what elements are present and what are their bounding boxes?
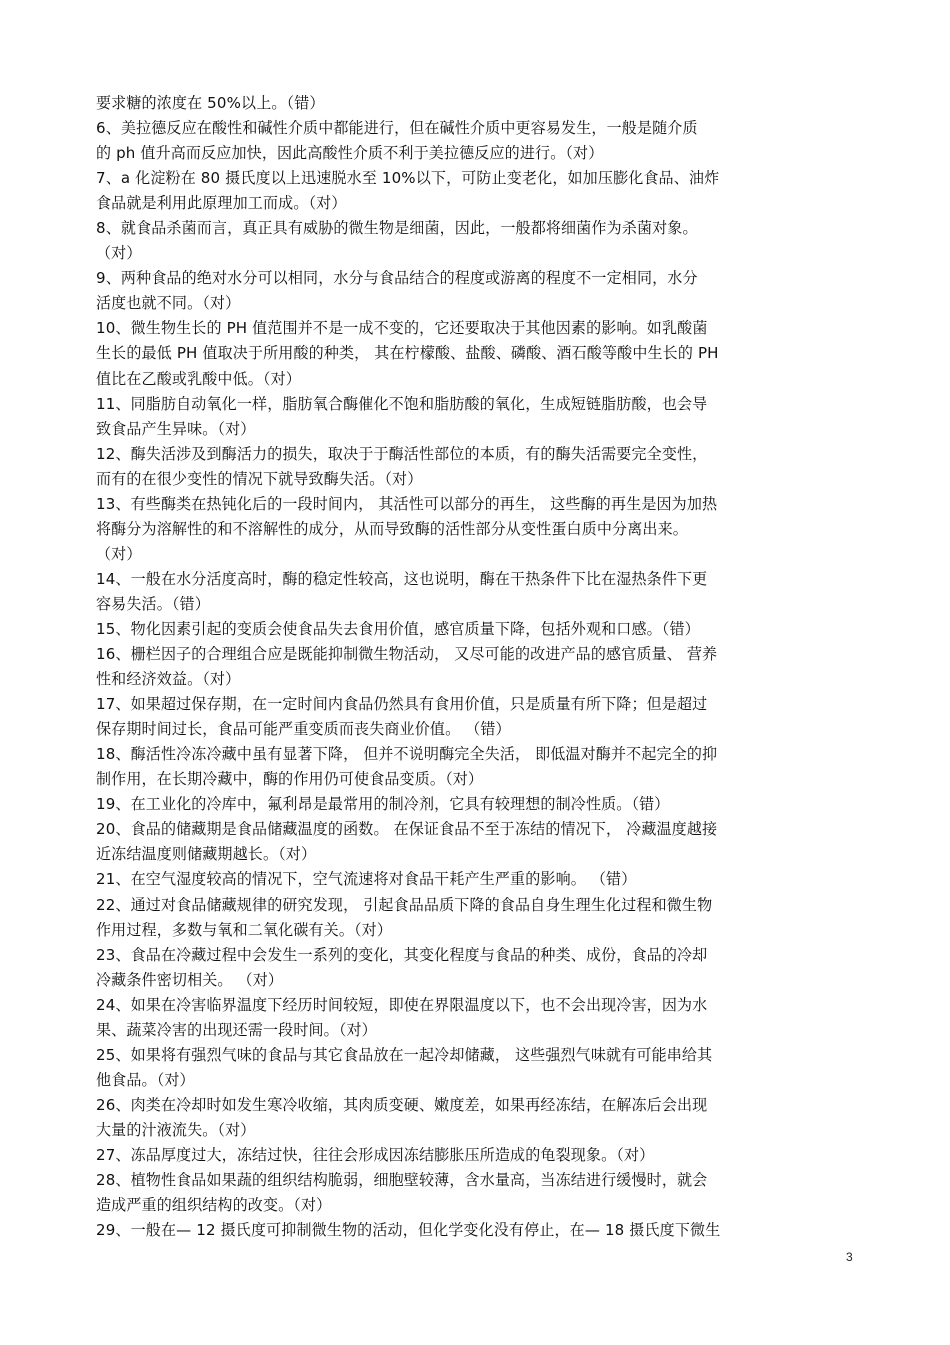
text-line: 生长的最低 PH 值取决于所用酸的种类， 其在柠檬酸、盐酸、磷酸、酒石酸等酸中生长的 PH xyxy=(96,344,719,363)
text-line: 17、如果超过保存期，在一定时间内食品仍然具有食用价值，只是质量有所下降；但是超过 xyxy=(96,695,708,714)
text-line: 29、一般在— 12 摄氏度可抑制微生物的活动，但化学变化没有停止，在— 18 摄氏度下微生 xyxy=(96,1221,721,1240)
text-line: 10、微生物生长的 PH 值范围并不是一成不变的，它还要取决于其他因素的影响。如乳酸菌 xyxy=(96,319,708,338)
text-line: （对） xyxy=(96,544,142,563)
text-line: 12、酶失活涉及到酶活力的损失，取决于于酶活性部位的本质，有的酶失活需要完全变性， xyxy=(96,444,708,463)
text-line: 18、酶活性冷冻冷藏中虽有显著下降， 但并不说明酶完全失活， 即低温对酶并不起完全的抑 xyxy=(96,745,718,764)
text-line: 近冻结温度则储藏期越长。（对） xyxy=(96,845,317,864)
text-line: 食品就是利用此原理加工而成。（对） xyxy=(96,194,347,213)
text-line: 11、同脂肪自动氧化一样，脂肪氧合酶催化不饱和脂肪酸的氧化，生成短链脂肪酸，也会导 xyxy=(96,394,708,413)
text-line: 13、有些酶类在热钝化后的一段时间内， 其活性可以部分的再生， 这些酶的再生是因为加热 xyxy=(96,494,718,513)
text-line: （对） xyxy=(96,244,142,263)
text-line: 27、冻品厚度过大，冻结过快，往往会形成因冻结膨胀压所造成的龟裂现象。（对） xyxy=(96,1145,655,1164)
text-line: 活度也就不同。（对） xyxy=(96,294,241,313)
text-line: 大量的汁液流失。（对） xyxy=(96,1120,256,1139)
text-line: 14、一般在水分活度高时，酶的稳定性较高，这也说明，酶在干热条件下比在湿热条件下更 xyxy=(96,569,708,588)
text-line: 24、如果在冷害临界温度下经历时间较短，即使在界限温度以下，也不会出现冷害，因为水 xyxy=(96,995,708,1014)
text-line: 而有的在很少变性的情况下就导致酶失活。（对） xyxy=(96,469,423,488)
text-line: 造成严重的组织结构的改变。（对） xyxy=(96,1196,332,1215)
text-line: 冷藏条件密切相关。 （对） xyxy=(96,970,284,989)
page-number: 3 xyxy=(846,1250,853,1264)
text-line: 果、蔬菜冷害的出现还需一段时间。（对） xyxy=(96,1020,377,1039)
text-line: 值比在乙酸或乳酸中低。（对） xyxy=(96,369,301,388)
text-line: 作用过程，多数与氧和二氧化碳有关。（对） xyxy=(96,920,393,939)
text-line: 16、栅栏因子的合理组合应是既能抑制微生物活动， 又尽可能的改进产品的感官质量、 营养 xyxy=(96,645,718,664)
text-line: 19、在工业化的冷库中，氟利昂是最常用的制冷剂，它具有较理想的制冷性质。（错） xyxy=(96,795,670,814)
text-line: 保存期时间过长，食品可能严重变质而丧失商业价值。 （错） xyxy=(96,720,511,739)
text-line: 6、美拉德反应在酸性和碱性介质中都能进行，但在碱性介质中更容易发生，一般是随介质 xyxy=(96,119,698,138)
text-line: 致食品产生异味。（对） xyxy=(96,419,256,438)
text-line: 26、肉类在冷却时如发生寒冷收缩，其肉质变硬、嫩度差，如果再经冻结，在解冻后会出现 xyxy=(96,1095,708,1114)
text-line: 22、通过对食品储藏规律的研究发现， 引起食品品质下降的食品自身生理生化过程和微生物 xyxy=(96,895,713,914)
text-line: 21、在空气湿度较高的情况下，空气流速将对食品干耗产生严重的影响。 （错） xyxy=(96,870,637,889)
text-line: 他食品。（对） xyxy=(96,1070,195,1089)
text-line: 容易失活。（错） xyxy=(96,594,210,613)
text-line: 28、植物性食品如果蔬的组织结构脆弱，细胞壁较薄，含水量高，当冻结进行缓慢时，就会 xyxy=(96,1171,708,1190)
document-body xyxy=(96,91,866,1243)
text-line: 23、食品在冷藏过程中会发生一系列的变化，其变化程度与食品的种类、成份，食品的冷却 xyxy=(96,945,708,964)
text-line: 20、食品的储藏期是食品储藏温度的函数。 在保证食品不至于冻结的情况下， 冷藏温度越接 xyxy=(96,820,718,839)
text-line: 8、就食品杀菌而言，真正具有威胁的微生物是细菌，因此，一般都将细菌作为杀菌对象。 xyxy=(96,219,698,238)
text-line: 性和经济效益。（对） xyxy=(96,670,241,689)
text-line: 15、物化因素引起的变质会使食品失去食用价值，感官质量下降，包括外观和口感。（错） xyxy=(96,619,700,638)
text-line: 25、如果将有强烈气味的食品与其它食品放在一起冷却储藏， 这些强烈气味就有可能串给其 xyxy=(96,1045,713,1064)
text-line: 9、两种食品的绝对水分可以相同，水分与食品结合的程度或游离的程度不一定相同，水分 xyxy=(96,269,698,288)
text-line: 的 ph 值升高而反应加快，因此高酸性介质不利于美拉德反应的进行。（对） xyxy=(96,144,604,163)
text-line: 制作用，在长期冷藏中，酶的作用仍可使食品变质。（对） xyxy=(96,770,484,789)
text-line: 要求糖的浓度在 50%以上。（错） xyxy=(96,94,325,112)
text-line: 7、a 化淀粉在 80 摄氏度以上迅速脱水至 10%以下，可防止变老化，如加压膨化食品、油炸 xyxy=(96,169,720,188)
text-line: 将酶分为溶解性的和不溶解性的成分，从而导致酶的活性部分从变性蛋白质中分离出来。 xyxy=(96,519,688,538)
